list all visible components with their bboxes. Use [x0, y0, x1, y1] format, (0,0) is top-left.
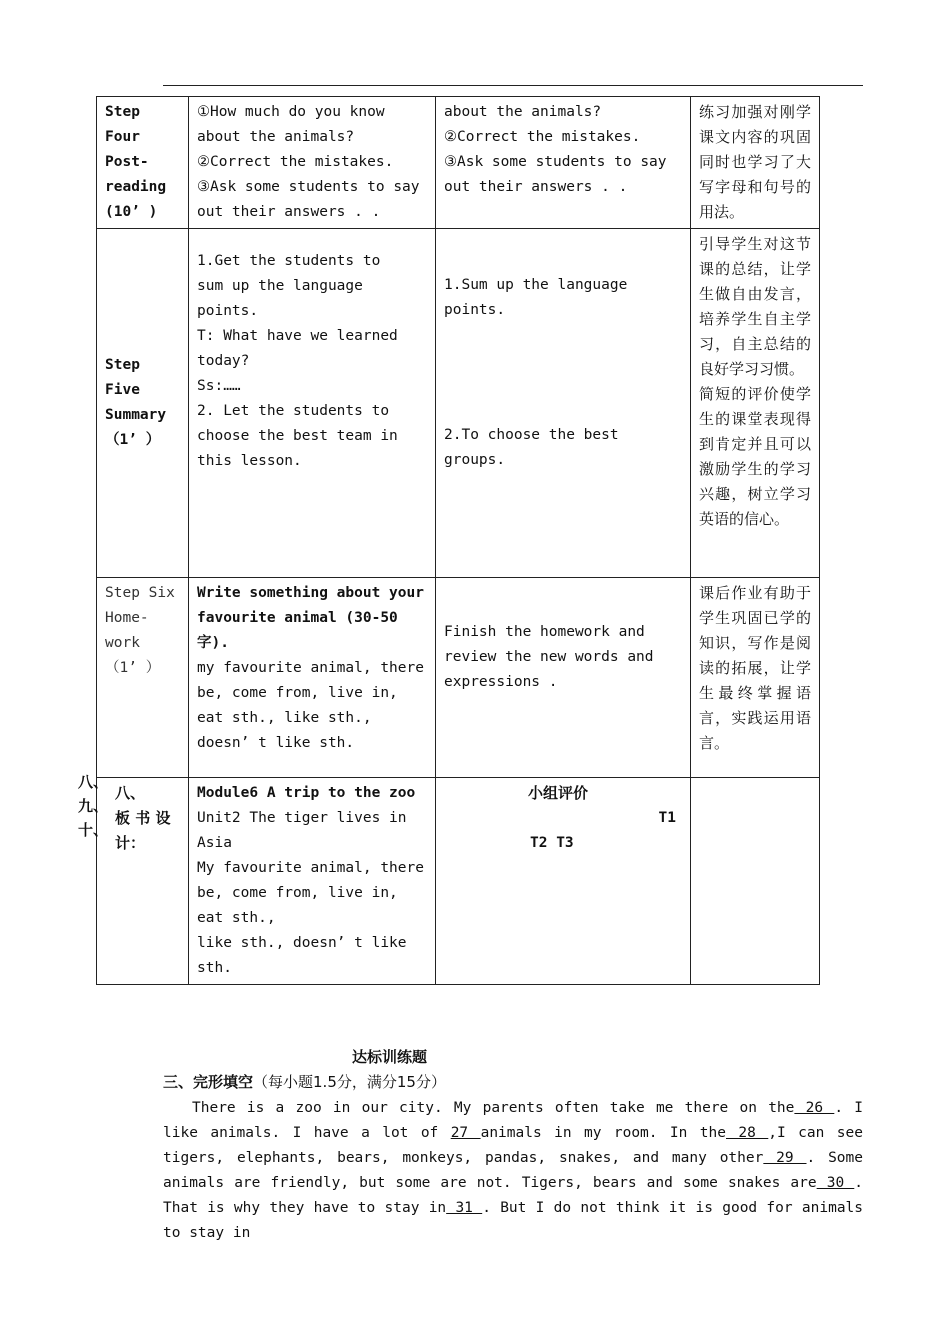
side-mark: 九、 — [78, 797, 109, 815]
step-six-teacher — [189, 578, 436, 778]
label-line: Step — [105, 104, 140, 120]
text-line: out their answers . . — [444, 179, 628, 195]
text-line: ②Correct the mistakes. — [444, 129, 641, 145]
label-line: Four — [105, 129, 140, 145]
text-line: favourite animal (30-50 — [197, 610, 398, 626]
label-line: （1’ ） — [105, 432, 161, 448]
text-line: Finish the homework and — [444, 624, 645, 640]
step-four-purpose — [691, 97, 820, 229]
side-mark: 八、 — [78, 773, 109, 791]
spacer — [444, 323, 682, 423]
text-line: be, come from, live in, — [197, 885, 398, 901]
text-line: be, come from, live in, — [197, 685, 398, 701]
blank-26: 26 — [794, 1100, 835, 1116]
cloze-heading-bold: 三、完形填空 — [163, 1073, 254, 1091]
step-five-purpose — [691, 229, 820, 578]
text-line: this lesson. — [197, 453, 302, 469]
text-line: My favourite animal, there — [197, 860, 424, 876]
text-line: Write something about your — [197, 585, 424, 601]
text-line: doesn’ t like sth. — [197, 735, 355, 751]
label-line: work — [105, 635, 140, 651]
cloze-heading-note: （每小题1.5分，满分15分） — [253, 1073, 446, 1091]
text-line: my favourite animal, there — [197, 660, 424, 676]
text-line: eat sth., like sth., — [197, 710, 372, 726]
text-line: ②Correct the mistakes. — [197, 154, 394, 170]
side-section-marks — [78, 770, 108, 842]
purpose-text: 简短的评价使学生的课堂表现得到肯定并且可以激励学生的学习兴趣，树立学习英语的信心。 — [699, 385, 811, 528]
label-line: 八、 — [115, 784, 146, 802]
text-line: T: What have we learned — [197, 328, 398, 344]
blank-31: 31 — [446, 1200, 483, 1216]
passage-text: . But I do not think it is good for animals to stay in — [163, 1200, 864, 1241]
purpose-text: 练习加强对刚学课文内容的巩固同时也学习了大写字母和句号的用法。 — [699, 103, 811, 221]
label-line: Five — [105, 382, 140, 398]
eval-title: 小组评价 — [528, 784, 589, 802]
exercise-title: 达标训练题 — [352, 1048, 428, 1066]
text-line: points. — [444, 302, 506, 318]
blank-29: 29 — [763, 1150, 807, 1166]
text-line: about the animals? — [444, 104, 602, 120]
text-line: Unit2 The tiger lives in — [197, 810, 407, 826]
text-line: expressions . — [444, 674, 558, 690]
text-line: out their answers . . — [197, 204, 381, 220]
text-line: ①How much do you know — [197, 104, 385, 120]
step-six-row — [97, 578, 820, 778]
purpose-text: 课后作业有助于学生巩固已学的知识，写作是阅读的拓展，让学生最终掌握语言，实践运用语言。 — [699, 584, 811, 752]
board-design-content — [189, 778, 436, 985]
side-mark: 十、 — [78, 821, 109, 839]
board-design-empty — [691, 778, 820, 985]
text-line: 2.To choose the best groups. — [444, 427, 619, 468]
text-line: ③Ask some students to say — [444, 154, 667, 170]
step-six-label — [97, 578, 189, 778]
label-line: Home- — [105, 610, 149, 626]
blank-28: 28 — [726, 1125, 769, 1141]
text-line: 字). — [197, 635, 229, 651]
step-four-teacher — [189, 97, 436, 229]
text-line: 1.Sum up the language — [444, 277, 628, 293]
step-five-student — [436, 229, 691, 578]
text-line: eat sth., — [197, 910, 276, 926]
text-line: Asia — [197, 835, 232, 851]
text-line: Module6 A trip to the zoo — [197, 785, 416, 801]
text-line: sum up the language points. — [197, 278, 363, 319]
text-line: sth. — [197, 960, 232, 976]
label-line: reading — [105, 179, 167, 195]
step-five-label — [97, 229, 189, 578]
text-line: 1.Get the students to — [197, 253, 381, 269]
text-line: choose the best team in — [197, 428, 398, 444]
eval-team: T2 T3 — [530, 834, 574, 851]
step-four-label — [97, 97, 189, 229]
label-line: (10’ ) — [105, 204, 158, 220]
header-rule — [163, 85, 863, 86]
text-line: like sth., doesn’ t like — [197, 935, 407, 951]
cloze-heading — [163, 1071, 863, 1092]
label-line: 板 书 设 — [115, 809, 171, 827]
text-line: about the animals? — [197, 129, 355, 145]
blank-27: 27 — [450, 1125, 481, 1141]
step-six-student — [436, 578, 691, 778]
label-line: Step Six — [105, 585, 175, 601]
step-six-purpose — [691, 578, 820, 778]
passage-text: ,I can see tigers, elephants, bears, monkeys, pandas, snakes, and many other — [163, 1125, 863, 1166]
text-line: today? — [197, 353, 250, 369]
text-line: 2. Let the students to — [197, 403, 390, 419]
label-line: （1’ ） — [105, 660, 161, 676]
label-line: 计： — [115, 834, 146, 852]
label-line: Summary — [105, 407, 167, 423]
cloze-passage — [163, 1096, 863, 1246]
step-five-row — [97, 229, 820, 578]
passage-text: . That is why they have to stay in — [163, 1175, 864, 1216]
purpose-text: 引导学生对这节课的总结，让学生做自由发言，培养学生自主学习，自主总结的良好学习习惯。 — [699, 235, 811, 378]
step-five-teacher — [189, 229, 436, 578]
step-four-student — [436, 97, 691, 229]
label-line: Step — [105, 357, 140, 373]
text-line: review the new words and — [444, 649, 654, 665]
passage-text: . Some animals are friendly, but some are not. Tigers, bears and some snakes are — [163, 1150, 863, 1191]
lesson-plan-table — [96, 96, 820, 985]
passage-text: . I like animals. I have a lot of — [163, 1100, 863, 1141]
text-line: ③Ask some students to say — [197, 179, 420, 195]
group-evaluation — [436, 778, 691, 985]
label-line: Post- — [105, 154, 149, 170]
step-four-row — [97, 97, 820, 229]
passage-text: There is a zoo in our city. My parents often take me there on the — [192, 1100, 795, 1116]
text-line: Ss:…… — [197, 378, 241, 394]
board-design-label — [97, 778, 189, 985]
eval-team: T1 — [658, 809, 676, 826]
passage-text: animals in my room. In the — [480, 1125, 726, 1141]
board-design-row — [97, 778, 820, 985]
blank-30: 30 — [816, 1175, 855, 1191]
